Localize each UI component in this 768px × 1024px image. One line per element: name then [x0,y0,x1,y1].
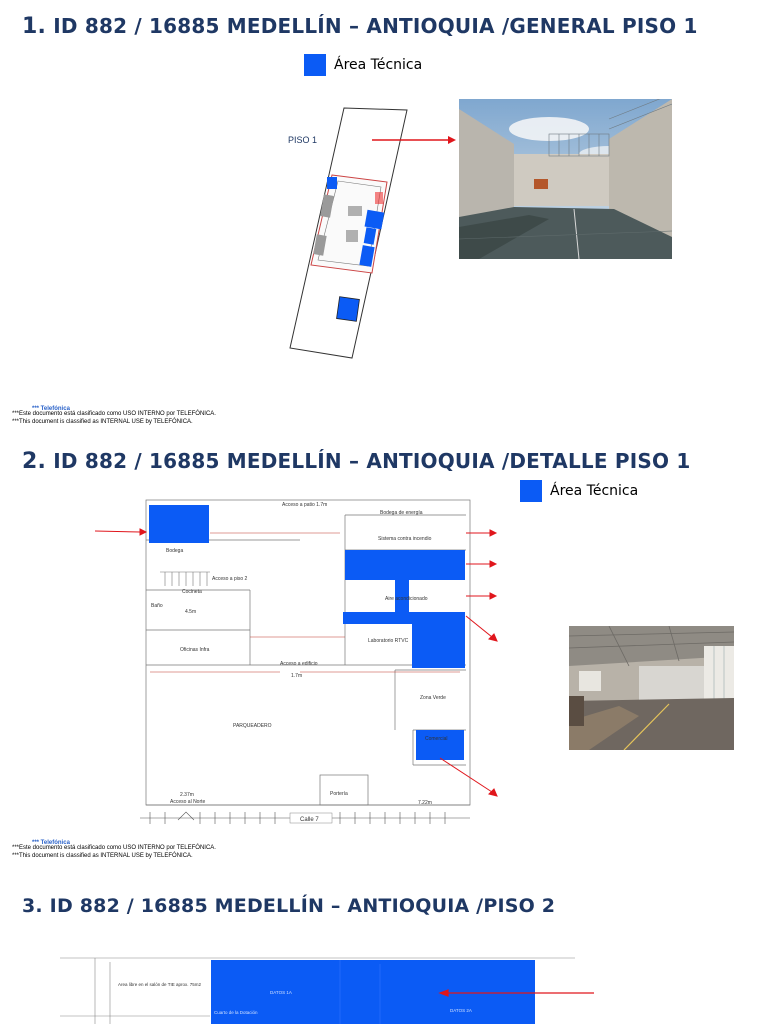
section-1-text: ID 882 / 16885 MEDELLÍN – ANTIOQUIA /GENERAL PISO 1 [53,14,698,38]
tech-area-block [416,730,464,760]
tech-area-block [412,624,465,668]
floor-plan-piso-2 [0,954,768,1024]
label-dim-b: 4.5m [185,609,197,615]
label-lab: Laboratorio RTVC [368,638,409,644]
label-dato2: DATOS 2A [450,1008,472,1013]
label-dato1: DATOS 1A [270,990,292,995]
tech-area-block [345,550,465,580]
label-acceso-edificio: Acceso a edificio [280,661,318,667]
label-dim-a: 2.37m [180,792,194,798]
label-acceso-patio: Acceso a patio 1.7m [282,502,328,508]
photo-courtyard [459,99,672,259]
section-3-text: ID 882 / 16885 MEDELLÍN – ANTIOQUIA /PISO 2 [49,895,556,917]
label-bodega: Bodega [166,548,184,554]
tech-area-block [337,297,360,322]
courtyard-image [459,99,672,259]
tech-area-block [149,505,209,543]
section-2-number: 2. [22,449,47,474]
disclaimer-line-es: ***Este documento está clasificado como USO INTERNO por TELEFÓNICA. [12,845,216,851]
label-zona-verde: Zona Verde [420,695,446,701]
label-sistema-incendio: Sistema contra incendio [378,536,432,542]
label-cocineta: Cocineta [182,589,202,595]
tech-area-block [343,612,465,624]
plan1-floor-label: PISO 1 [288,135,318,145]
tech-area-block [211,960,535,1024]
label-acceso-piso2: Acceso a piso 2 [212,576,248,582]
label-dim-c: 7.22m [418,800,432,806]
interior-image [569,626,734,750]
label-acceso-norte: Acceso al Norte [170,799,206,805]
section-3-title [22,895,555,917]
label-acceso-dim: 1.7m [291,673,303,679]
section-3-number: 3. [22,895,43,917]
label-parqueadero: PARQUEADERO [233,723,272,729]
photo-interior [569,626,734,750]
label-cuarto: Cuarto de la Dotación [214,1010,258,1015]
section-1-number: 1. [22,14,47,39]
legend-label: Área Técnica [334,57,423,73]
legend-label: Área Técnica [550,483,639,499]
disclaimer-line-es: ***Este documento está clasificado como USO INTERNO por TELEFÓNICA. [12,411,216,417]
tech-area-block [375,192,383,204]
label-area-libre: Area libre en el salón de TIE aprox. 75m2 [118,982,201,987]
label-bano: Baño [151,603,163,609]
label-oficinas: Oficinas Infra [180,647,210,653]
tech-area-block [365,210,385,230]
disclaimer-line-en: ***This document is classified as INTERNAL USE by TELEFÓNICA. [12,853,193,859]
grey-room [346,230,358,242]
label-bodega-energia: Bodega de energía [380,510,423,516]
disclaimer-line-en: ***This document is classified as INTERNAL USE by TELEFÓNICA. [12,419,193,425]
section-2-text: ID 882 / 16885 MEDELLÍN – ANTIOQUIA /DETALLE PISO 1 [53,449,691,473]
label-calle: Calle 7 [300,817,319,823]
disclaimer-2 [12,840,216,860]
grey-room [348,206,362,216]
disclaimer-1 [12,406,216,426]
tech-area-block [327,177,337,189]
telefonica-mark: *** Telefónica [32,840,70,846]
label-comercial: Comercial [425,736,448,742]
label-aire: Aire acondicionado [385,596,428,602]
label-porteria: Portería [330,791,348,797]
telefonica-mark: *** Telefónica [32,406,70,412]
arrow-head [448,136,456,144]
section-2-title [22,449,690,474]
